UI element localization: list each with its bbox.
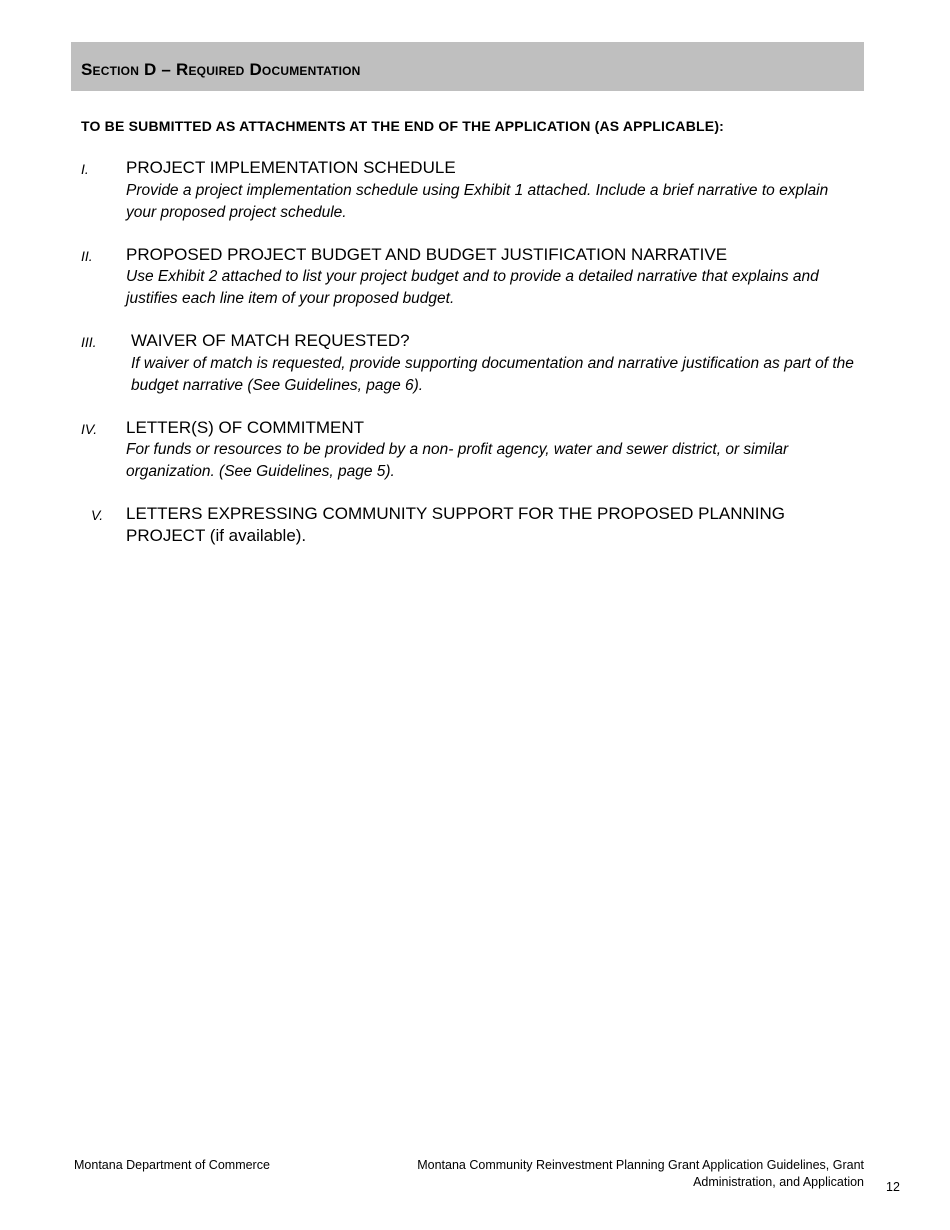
item-numeral: II. xyxy=(81,248,93,264)
item-description: If waiver of match is requested, provide supporting documentation and narrative justification as part of the budget narrative (See Guidelines, page 6). xyxy=(131,355,854,394)
section-title: Section D – Required Documentation xyxy=(81,60,361,79)
item-title: WAIVER OF MATCH REQUESTED? xyxy=(131,331,410,350)
footer-document-title: Montana Community Reinvestment Planning Grant Application Guidelines, Grant Administration, and Application xyxy=(417,1158,864,1189)
item-note: (if available). xyxy=(209,526,307,545)
item-title: LETTER(S) OF COMMITMENT xyxy=(126,418,364,437)
item-description: Use Exhibit 2 attached to list your project budget and to provide a detailed narrative that explains and justifies each line item of your proposed budget. xyxy=(126,268,819,307)
footer-organization: Montana Department of Commerce xyxy=(74,1158,270,1172)
item-description: For funds or resources to be provided by a non- profit agency, water and sewer district, or similar organization. (See Guidelines, page 5). xyxy=(126,441,789,480)
attachments-subheading: TO BE SUBMITTED AS ATTACHMENTS AT THE END OF THE APPLICATION (AS APPLICABLE): xyxy=(81,118,725,134)
item-numeral: III. xyxy=(81,334,97,350)
page-number: 12 xyxy=(886,1180,900,1194)
section-header-bar xyxy=(71,42,864,91)
item-title: PROJECT IMPLEMENTATION SCHEDULE xyxy=(126,158,456,177)
item-description: Provide a project implementation schedule using Exhibit 1 attached. Include a brief narrative to explain your proposed project schedule. xyxy=(126,182,829,221)
item-numeral: I. xyxy=(81,161,89,177)
item-title: PROPOSED PROJECT BUDGET AND BUDGET JUSTIFICATION NARRATIVE xyxy=(126,245,728,264)
item-numeral: IV. xyxy=(81,421,98,437)
item-numeral: V. xyxy=(91,507,104,523)
item-title: LETTERS EXPRESSING COMMUNITY SUPPORT FOR THE PROPOSED PLANNING PROJECT xyxy=(126,504,786,545)
item-title-block xyxy=(126,503,826,547)
